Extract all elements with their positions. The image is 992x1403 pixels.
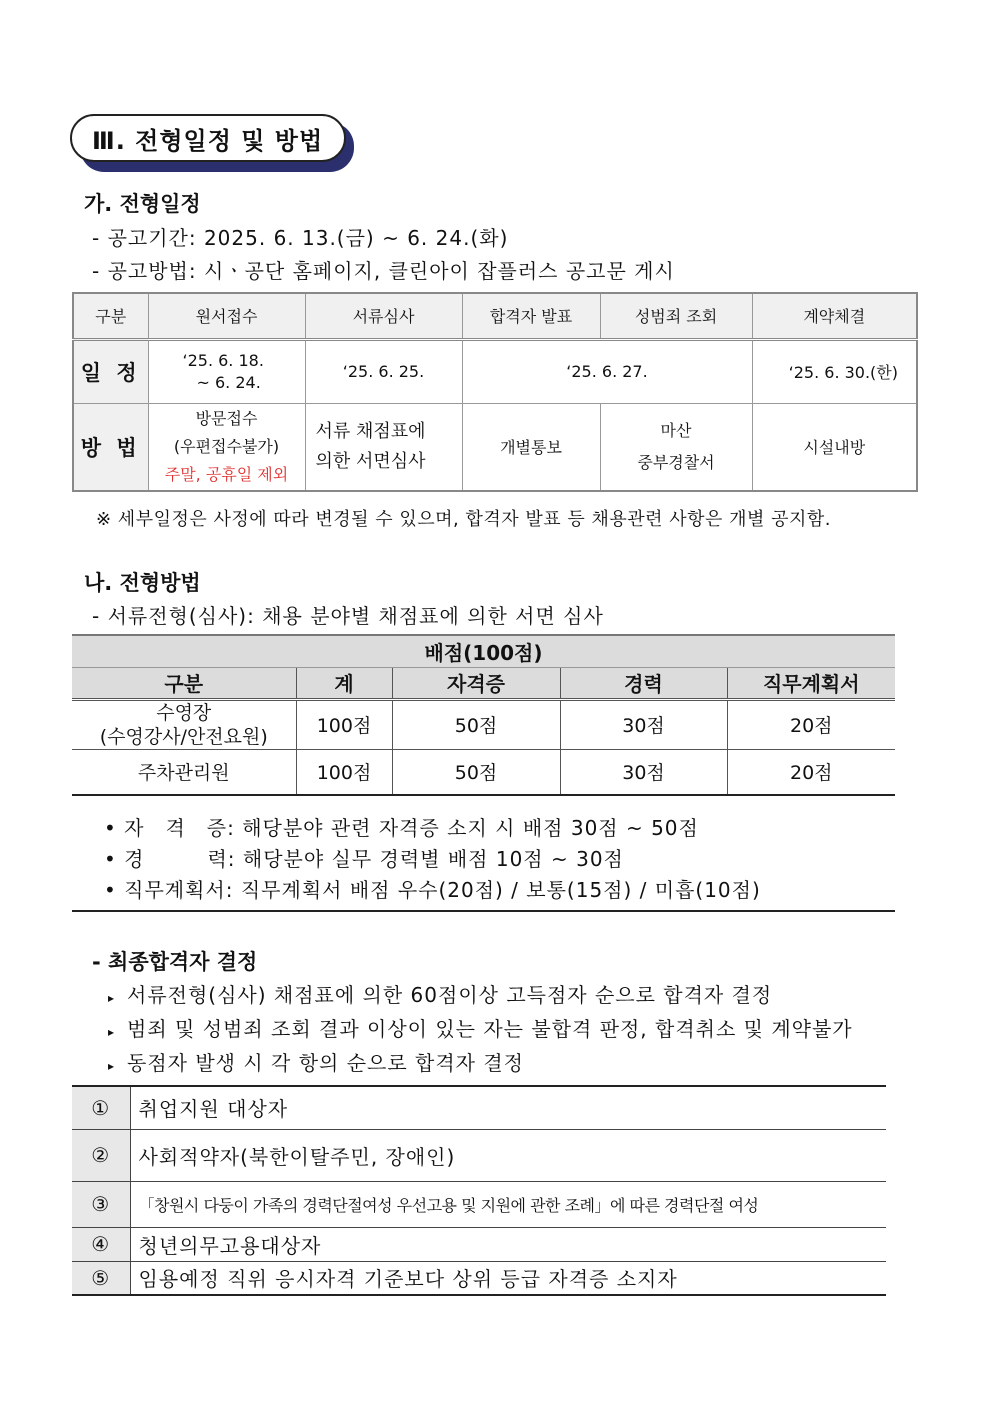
final-rule-2-text: 범죄 및 성범죄 조회 결과 이상이 있는 자는 불합격 판정, 합격취소 및 계약불가	[127, 1017, 853, 1041]
priority-num: ①	[72, 1086, 130, 1129]
method-announce: 개별통보	[462, 403, 600, 491]
score-parking-plan: 20점	[727, 749, 895, 795]
final-rule-1	[108, 979, 772, 1008]
criteria-plan	[104, 874, 761, 903]
criteria-career	[104, 843, 624, 872]
method-check	[600, 403, 752, 491]
priority-num: ③	[72, 1181, 130, 1227]
score-table	[72, 634, 895, 796]
method-contract: 시설내방	[752, 403, 917, 491]
score-row-parking	[72, 749, 895, 795]
method-check-line1: 마산	[660, 420, 692, 440]
section-title: Ⅲ. 전형일정 및 방법	[70, 114, 346, 162]
schedule-header-announce: 합격자 발표	[462, 293, 600, 339]
criteria-cert	[104, 812, 699, 841]
tie-break-table	[72, 1085, 886, 1296]
priority-text: 사회적약자(북한이탈주민, 장애인)	[130, 1129, 886, 1181]
schedule-date-label: 일 정	[73, 339, 148, 403]
score-parking-career: 30점	[560, 749, 727, 795]
date-apply-start: ‘25. 6. 18.	[182, 350, 264, 370]
method-check-line2: 중부경찰서	[637, 452, 715, 472]
method-apply-no-mail: (우편접수불가)	[173, 436, 280, 456]
score-pool-cert: 50점	[392, 699, 560, 749]
criteria-plan-text: 직무계획서 배점 우수(20점) / 보통(15점) / 미흡(10점)	[240, 878, 761, 902]
method-apply-note: 주말, 공휴일 제외	[164, 464, 289, 484]
schedule-method-row	[73, 403, 917, 491]
final-rule-3-text: 동점자 발생 시 각 항의 순으로 합격자 결정	[127, 1051, 524, 1075]
document-screening: - 서류전형(심사): 채용 분야별 채점표에 의한 서면 심사	[92, 604, 604, 628]
score-header-plan: 직무계획서	[727, 667, 895, 699]
priority-text: 취업지원 대상자	[130, 1086, 886, 1129]
method-review-line1: 서류 채점표에	[315, 420, 426, 442]
date-announce: ‘25. 6. 27.	[462, 339, 752, 403]
schedule-heading: 가. 전형일정	[84, 192, 201, 216]
schedule-header-apply: 원서접수	[148, 293, 305, 339]
method-apply	[148, 403, 305, 491]
schedule-method-label: 방 법	[73, 403, 148, 491]
schedule-header-check: 성범죄 조회	[600, 293, 752, 339]
score-header-cert: 자격증	[392, 667, 560, 699]
schedule-header-contract: 계약체결	[752, 293, 917, 339]
schedule-header-row	[73, 293, 917, 339]
posting-period: - 공고기간: 2025. 6. 13.(금) ~ 6. 24.(화)	[92, 226, 509, 250]
final-rule-3	[108, 1047, 524, 1076]
criteria-cert-text: 해당분야 관련 자격증 소지 시 배점 30점 ~ 50점	[242, 816, 699, 840]
posting-method: - 공고방법: 시ㆍ공단 홈페이지, 클린아이 잡플러스 공고문 게시	[92, 259, 675, 283]
triangle-bullet-icon: ▸	[108, 1025, 116, 1039]
triangle-bullet-icon: ▸	[108, 1059, 116, 1073]
score-pool-name-line2: (수영강사/안전요원)	[99, 725, 268, 748]
triangle-bullet-icon: ▸	[108, 991, 116, 1005]
schedule-table	[72, 292, 918, 492]
method-review	[305, 403, 462, 491]
final-heading: - 최종합격자 결정	[92, 950, 258, 974]
priority-text: 임용예정 직위 응시자격 기준보다 상위 등급 자격증 소지자	[130, 1261, 886, 1295]
score-parking-cert: 50점	[392, 749, 560, 795]
score-header-total: 계	[296, 667, 392, 699]
final-rule-1-text: 서류전형(심사) 채점표에 의한 60점이상 고득점자 순으로 합격자 결정	[127, 983, 773, 1007]
date-apply-end: ~ 6. 24.	[196, 372, 261, 392]
priority-text: 청년의무고용대상자	[130, 1227, 886, 1261]
score-pool-name	[72, 699, 296, 749]
schedule-header-category: 구분	[73, 293, 148, 339]
method-review-line2: 의한 서면심사	[315, 450, 426, 472]
criteria-career-text: 해당분야 실무 경력별 배점 10점 ~ 30점	[242, 847, 624, 871]
score-pool-name-line1: 수영장	[156, 701, 212, 724]
criteria-plan-label: • 직무계획서:	[104, 878, 234, 902]
score-pool-career: 30점	[560, 699, 727, 749]
priority-num: ④	[72, 1227, 130, 1261]
date-contract: ‘25. 6. 30.(한)	[752, 339, 917, 403]
priority-row	[72, 1181, 886, 1227]
final-rule-2	[108, 1013, 853, 1042]
score-row-pool	[72, 699, 895, 749]
section-divider	[72, 910, 895, 912]
priority-text: 「창원시 다둥이 가족의 경력단절여성 우선고용 및 지원에 관한 조례」에 따른 경력단절 여성	[130, 1181, 886, 1227]
score-parking-name: 주차관리원	[72, 749, 296, 795]
score-banner: 배점(100점)	[72, 635, 895, 667]
schedule-note: ※ 세부일정은 사정에 따라 변경될 수 있으며, 합격자 발표 등 채용관련 사항은 개별 공지함.	[96, 509, 831, 530]
score-parking-total: 100점	[296, 749, 392, 795]
priority-row	[72, 1261, 886, 1295]
date-review: ‘25. 6. 25.	[305, 339, 462, 403]
priority-row	[72, 1227, 886, 1261]
priority-num: ②	[72, 1129, 130, 1181]
method-apply-visit: 방문접수	[195, 408, 258, 428]
criteria-career-label: • 경 력:	[104, 847, 236, 871]
score-pool-total: 100점	[296, 699, 392, 749]
date-apply	[148, 339, 305, 403]
score-header-career: 경력	[560, 667, 727, 699]
score-header-row	[72, 667, 895, 699]
schedule-header-review: 서류심사	[305, 293, 462, 339]
score-pool-plan: 20점	[727, 699, 895, 749]
score-header-category: 구분	[72, 667, 296, 699]
selection-heading: 나. 전형방법	[84, 571, 201, 595]
criteria-cert-label: • 자 격 증:	[104, 816, 235, 840]
priority-row	[72, 1129, 886, 1181]
schedule-date-row	[73, 339, 917, 403]
priority-row	[72, 1086, 886, 1129]
priority-num: ⑤	[72, 1261, 130, 1295]
